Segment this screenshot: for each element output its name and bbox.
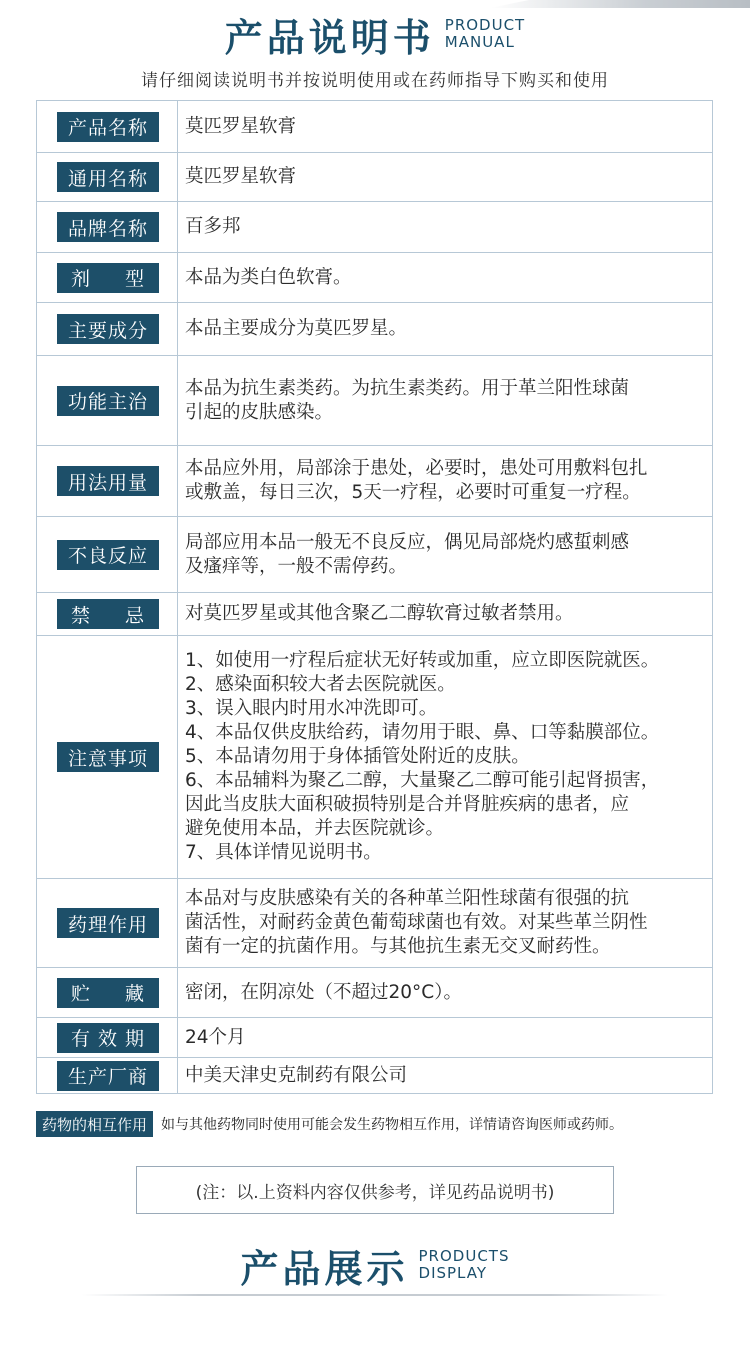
spec-row [37, 202, 712, 253]
spec-row [37, 636, 712, 879]
spec-row-content [185, 215, 706, 239]
spec-row-label-cell [37, 253, 178, 302]
spec-row-content [185, 1064, 706, 1088]
spec-row-line: 因此当皮肤大面积破损特别是合并肾脏疾病的患者，应 [185, 794, 630, 815]
spec-row-label: 品牌名称 [57, 212, 159, 242]
spec-row-label: 通用名称 [57, 162, 159, 192]
spec-row-content [185, 317, 706, 341]
spec-row-line: 菌活性，对耐药金黄色葡萄球菌也有效。对某些革兰阴性 [185, 912, 648, 933]
spec-row-line: 对莫匹罗星或其他含聚乙二醇软膏过敏者禁用。 [185, 603, 574, 624]
spec-row-line: 2、感染面积较大者去医院就医。 [185, 674, 456, 695]
spec-row-label-cell [37, 1018, 178, 1057]
spec-row [37, 153, 712, 202]
spec-row-content [185, 457, 706, 505]
spec-row-line: 1、如使用一疗程后症状无好转或加重，应立即医院就医。 [185, 650, 660, 671]
spec-row [37, 593, 712, 636]
spec-row-line: 避免使用本品，并去医院就诊。 [185, 818, 445, 839]
spec-row-label: 有 效 期 [57, 1023, 159, 1053]
spec-row-line: 引起的皮肤感染。 [185, 401, 334, 423]
products-display-title: 产品展示 [240, 1246, 409, 1291]
spec-row-line: 5、本品请勿用于身体插管处附近的皮肤。 [185, 746, 530, 767]
spec-row-label-cell [37, 303, 178, 355]
spec-row-content [185, 115, 706, 139]
spec-row-label: 禁 忌 [57, 599, 159, 629]
spec-row-label: 用法用量 [57, 466, 159, 496]
spec-row-line: 密闭，在阴凉处（不超过20°C）。 [185, 981, 462, 1003]
spec-row-label-cell [37, 202, 178, 252]
spec-row-line: 莫匹罗星软膏 [185, 166, 297, 187]
spec-row [37, 879, 712, 968]
spec-row [37, 1018, 712, 1058]
spec-row-label: 主要成分 [57, 314, 159, 344]
corner-decoration [490, 0, 750, 8]
spec-row [37, 303, 712, 356]
spec-row-label: 药理作用 [57, 908, 159, 938]
spec-row-line: 6、本品辅料为聚乙二醇，大量聚乙二醇可能引起肾损害， [185, 770, 660, 791]
spec-row-label: 贮 藏 [57, 978, 159, 1008]
spec-row-label-cell [37, 636, 178, 878]
spec-row-label-cell [37, 879, 178, 967]
spec-row-line: 中美天津史克制药有限公司 [185, 1064, 408, 1086]
spec-row-content [185, 649, 706, 865]
page-title-en [445, 17, 525, 51]
spec-table [36, 100, 713, 1094]
spec-row-label-cell [37, 153, 178, 201]
page-title: 产品说明书 [224, 15, 435, 60]
spec-row-content [185, 531, 706, 579]
products-display-header [0, 1240, 750, 1290]
disclaimer-note: (注：以.上资料内容仅供参考，详见药品说明书) [136, 1166, 614, 1214]
spec-row-label-cell [37, 968, 178, 1017]
spec-row-line: 本品主要成分为莫匹罗星。 [185, 318, 408, 339]
spec-row-content [185, 887, 706, 959]
spec-row-label-cell [37, 593, 178, 635]
products-display-title-en [419, 1248, 510, 1282]
spec-row-label: 产品名称 [57, 112, 159, 142]
footer-divider [82, 1294, 668, 1296]
products-display-title-en-line2: DISPLAY [418, 1264, 488, 1282]
spec-row [37, 1058, 712, 1093]
spec-row-line: 7、具体详情见说明书。 [185, 842, 382, 863]
spec-row-line: 或敷盖，每日三次，5天一疗程，必要时可重复一疗程。 [185, 482, 641, 503]
page-header [0, 8, 750, 60]
spec-row-label: 剂 型 [57, 263, 159, 293]
spec-row-label-cell [37, 446, 178, 516]
spec-row-line: 及瘙痒等，一般不需停药。 [185, 555, 408, 577]
spec-row-label-cell [37, 356, 178, 445]
drug-interaction-label: 药物的相互作用 [36, 1111, 153, 1137]
spec-row [37, 446, 712, 517]
spec-row-line: 本品对与皮肤感染有关的各种革兰阳性球菌有很强的抗 [185, 888, 630, 909]
spec-row-content [185, 602, 706, 626]
spec-row [37, 517, 712, 593]
spec-row-line: 本品应外用，局部涂于患处，必要时，患处可用敷料包扎 [185, 458, 648, 479]
spec-row-content [185, 1026, 706, 1050]
drug-interaction-text: 如与其他药物同时使用可能会发生药物相互作用，详情请咨询医师或药师。 [161, 1117, 624, 1133]
spec-row-content [185, 981, 706, 1005]
spec-row-line: 百多邦 [185, 216, 241, 237]
page-title-en-line2: MANUAL [444, 33, 515, 51]
spec-row-label: 功能主治 [57, 386, 159, 416]
spec-row-label: 生产厂商 [57, 1061, 159, 1091]
spec-row-content [185, 165, 706, 189]
spec-row-line: 莫匹罗星软膏 [185, 115, 297, 137]
spec-row-content [185, 377, 706, 425]
page-title-en-line1: PRODUCT [444, 16, 526, 34]
spec-row-content [185, 266, 706, 290]
spec-row-line: 4、本品仅供皮肤给药，请勿用于眼、鼻、口等黏膜部位。 [185, 722, 660, 743]
page-subtitle: 请仔细阅读说明书并按说明使用或在药师指导下购买和使用 [141, 71, 609, 91]
spec-row-label: 不良反应 [57, 540, 159, 570]
spec-row-line: 局部应用本品一般无不良反应，偶见局部烧灼感蜇刺感 [185, 531, 630, 553]
spec-row-line: 菌有一定的抗菌作用。与其他抗生素无交叉耐药性。 [185, 936, 611, 957]
drug-interaction [36, 1110, 736, 1138]
spec-row [37, 253, 712, 303]
products-display-title-en-line1: PRODUCTS [418, 1247, 510, 1265]
spec-row-label-cell [37, 517, 178, 592]
spec-row-line: 本品为类白色软膏。 [185, 266, 352, 288]
spec-row-line: 3、误入眼内时用水冲洗即可。 [185, 698, 438, 719]
spec-row-label-cell [37, 101, 178, 152]
spec-row [37, 968, 712, 1018]
spec-row [37, 356, 712, 446]
spec-row-line: 24个月 [185, 1026, 246, 1048]
spec-row-label: 注意事项 [57, 742, 159, 772]
spec-row [37, 101, 712, 153]
spec-row-line: 本品为抗生素类药。为抗生素类药。用于革兰阳性球菌 [185, 377, 630, 399]
spec-row-label-cell [37, 1058, 178, 1093]
